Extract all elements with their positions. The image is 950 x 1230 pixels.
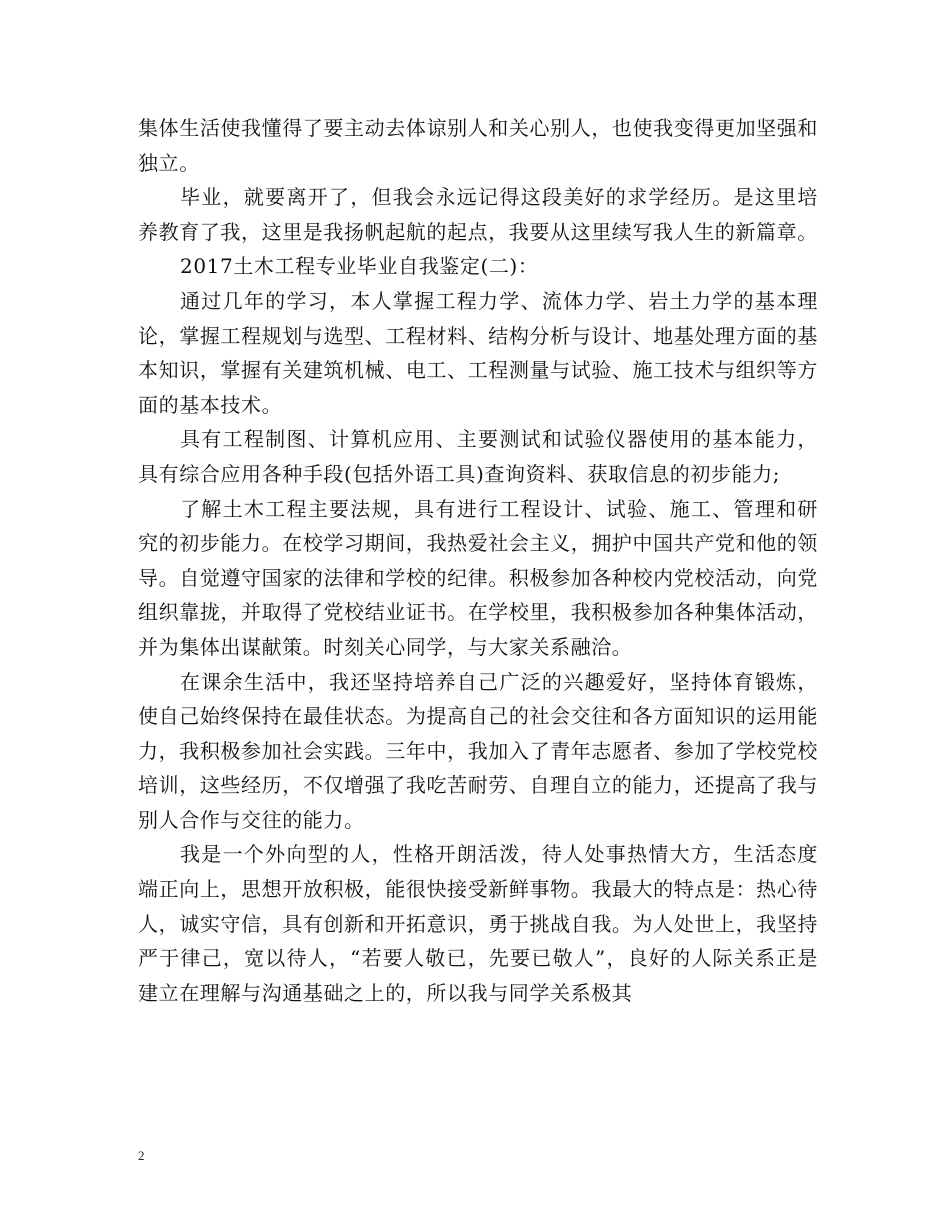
paragraph-abilities: 具有工程制图、计算机应用、主要测试和试验仪器使用的基本能力，具有综合应用各种手段(包括外语工具)查询资料、获取信息的初步能力; bbox=[138, 427, 818, 486]
page-number: 2 bbox=[138, 1148, 145, 1163]
paragraph-knowledge: 通过几年的学习，本人掌握工程力学、流体力学、岩土力学的基本理论，掌握工程规划与选型、工程材料、结构分析与设计、地基处理方面的基本知识，掌握有关建筑机械、电工、工程测量与试验、施工技术与组织等方面的基本技术。 bbox=[138, 288, 818, 417]
paragraph-extracurricular: 在课余生活中，我还坚持培养自己广泛的兴趣爱好，坚持体育锻炼，使自己始终保持在最佳状态。为提高自己的社会交往和各方面知识的运用能力，我积极参加社会实践。三年中，我加入了青年志愿者、参加了学校党校培训，这些经历，不仅增强了我吃苦耐劳、自理自立的能力，还提高了我与别人合作与交往的能力。 bbox=[138, 669, 818, 832]
paragraph-continuation: 集体生活使我懂得了要主动去体谅别人和关心别人，也使我变得更加坚强和独立。 bbox=[138, 116, 818, 175]
paragraph-regulations: 了解土木工程主要法规，具有进行工程设计、试验、施工、管理和研究的初步能力。在校学习期间，我热爱社会主义，拥护中国共产党和他的领导。自觉遵守国家的法律和学校的纪律。积极参加各种校内党校活动，向党组织靠拢，并取得了党校结业证书。在学校里，我积极参加各种集体活动，并为集体出谋献策。时刻关心同学，与大家关系融洽。 bbox=[138, 496, 818, 659]
section-heading: 2017土木工程专业毕业自我鉴定(二)： bbox=[180, 254, 539, 279]
paragraph-personality: 我是一个外向型的人，性格开朗活泼，待人处事热情大方，生活态度端正向上，思想开放积极，能很快接受新鲜事物。我最大的特点是：热心待人，诚实守信，具有创新和开拓意识，勇于挑战自我。为人处世上，我坚持严于律己，宽以待人，“若要人敬已，先要已敬人”，良好的人际关系正是建立在理解与沟通基础之上的，所以我与同学关系极其 bbox=[138, 842, 818, 1005]
paragraph-graduation: 毕业，就要离开了，但我会永远记得这段美好的求学经历。是这里培养教育了我，这里是我扬帆起航的起点，我要从这里续写我人生的新篇章。 bbox=[138, 185, 818, 244]
document-body bbox=[138, 111, 818, 1010]
